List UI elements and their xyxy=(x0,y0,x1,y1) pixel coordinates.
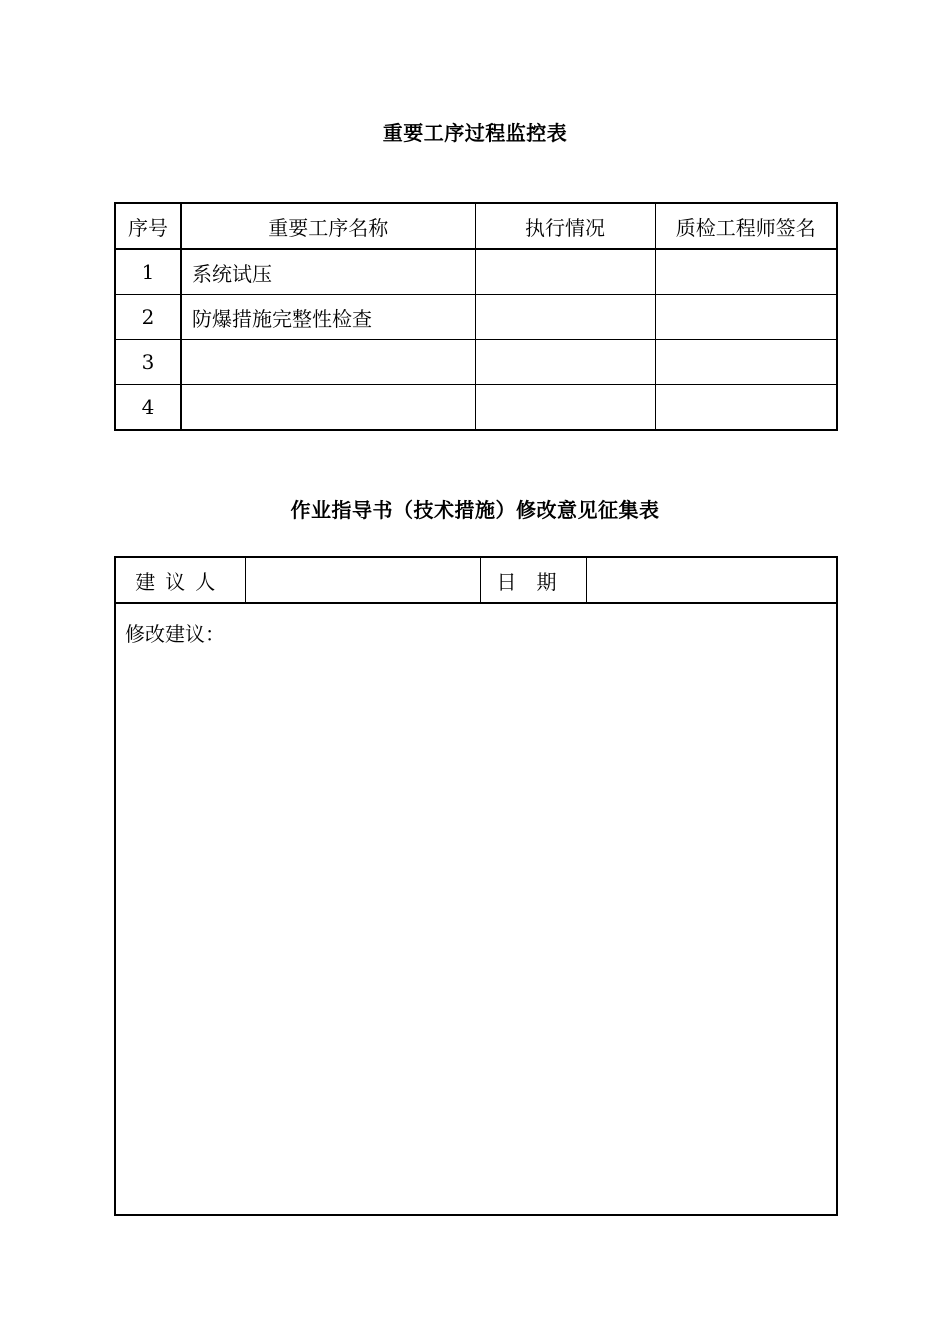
feedback-table-title: 作业指导书（技术措施）修改意见征集表 xyxy=(290,498,660,522)
suggestion-row xyxy=(115,603,837,1215)
table-header-row xyxy=(115,203,837,249)
row-signature-cell[interactable] xyxy=(655,249,837,295)
row-signature-cell[interactable] xyxy=(655,385,837,431)
row-process-name[interactable] xyxy=(181,340,475,385)
table-row xyxy=(115,295,837,340)
header-inspector-signature: 质检工程师签名 xyxy=(655,203,837,249)
row-process-name[interactable]: 系统试压 xyxy=(181,249,475,295)
suggestion-area[interactable] xyxy=(115,603,837,1215)
row-serial: 4 xyxy=(115,385,181,431)
row-serial: 2 xyxy=(115,295,181,340)
row-serial: 3 xyxy=(115,340,181,385)
row-execution-cell[interactable] xyxy=(475,385,655,431)
table-row xyxy=(115,385,837,431)
header-serial: 序号 xyxy=(115,203,181,249)
proposer-date-row xyxy=(115,557,837,603)
row-execution-cell[interactable] xyxy=(475,249,655,295)
monitor-table-title: 重要工序过程监控表 xyxy=(382,121,568,145)
row-execution-cell[interactable] xyxy=(475,295,655,340)
proposer-label: 建议人 xyxy=(115,557,245,603)
header-process-name: 重要工序名称 xyxy=(181,203,475,249)
proposer-field[interactable] xyxy=(245,557,480,603)
header-execution: 执行情况 xyxy=(475,203,655,249)
suggestion-label: 修改建议： xyxy=(125,622,225,646)
date-field[interactable] xyxy=(586,557,837,603)
row-process-name[interactable] xyxy=(181,385,475,431)
row-signature-cell[interactable] xyxy=(655,340,837,385)
date-label: 日 期 xyxy=(480,557,586,603)
row-process-name[interactable]: 防爆措施完整性检查 xyxy=(181,295,475,340)
revision-feedback-table xyxy=(114,556,838,1216)
process-monitor-table xyxy=(114,202,838,431)
row-serial: 1 xyxy=(115,249,181,295)
row-execution-cell[interactable] xyxy=(475,340,655,385)
table-row xyxy=(115,340,837,385)
row-signature-cell[interactable] xyxy=(655,295,837,340)
table-row xyxy=(115,249,837,295)
